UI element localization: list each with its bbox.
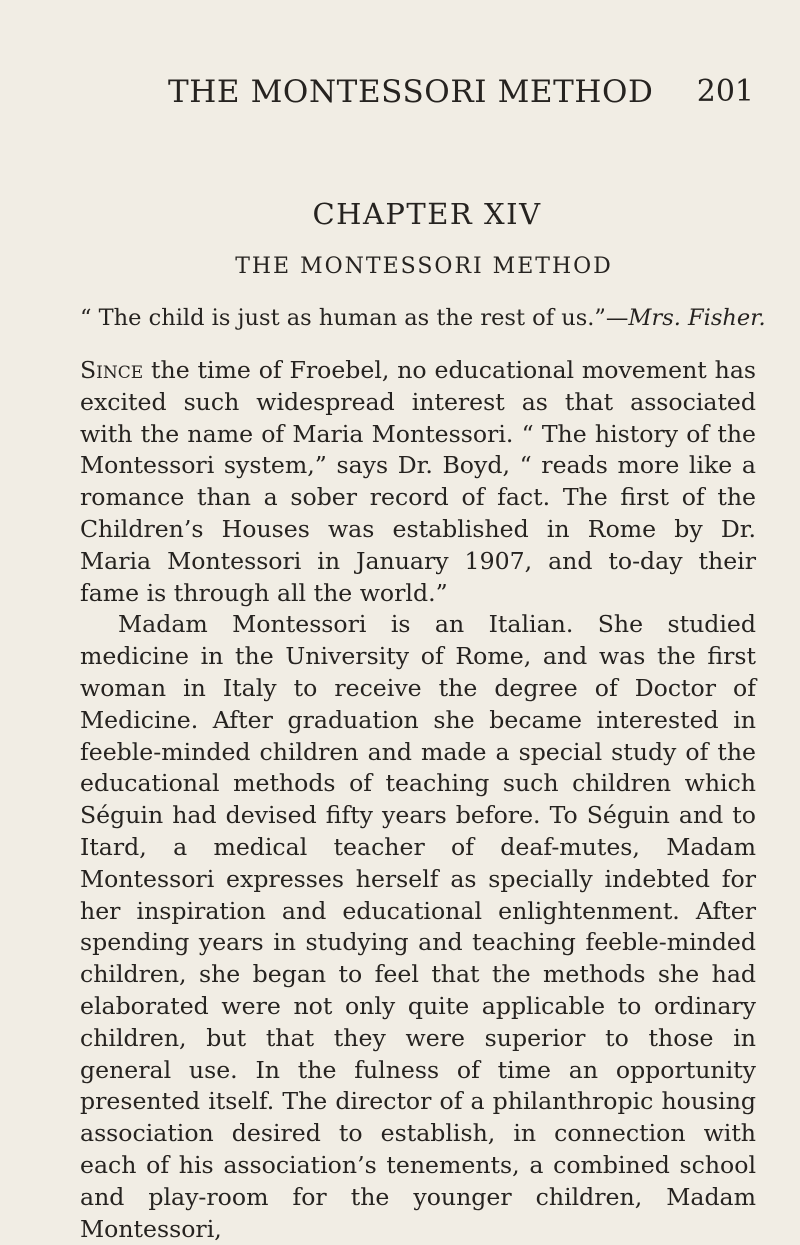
paragraph-1 — [80, 355, 756, 609]
running-title: THE MONTESSORI METHOD — [168, 74, 654, 110]
body-text — [80, 355, 756, 1245]
epigraph-attribution: Mrs. Fisher. — [628, 305, 766, 331]
epigraph-quote: “ The child is just as human as the rest of us.”— — [80, 305, 629, 331]
epigraph — [80, 303, 766, 333]
running-head — [0, 74, 800, 110]
chapter-heading: CHAPTER XIV — [312, 197, 542, 231]
paragraph-2 — [80, 609, 756, 1245]
paragraph-lead-word: Since — [80, 356, 144, 384]
paragraph-text: the time of Froebel, no educational movement has excited such widespread interest as that associated with the name of Maria Montessori. “ The history of the Montessori system,” says Dr. Boyd, “ reads more like a romance than a sober record of fact. The first of the Children’s Houses was established in Rome by Dr. Maria Montessori in January 1907, and to-day their fame is through all the world.” — [80, 356, 756, 607]
chapter-title: THE MONTESSORI METHOD — [235, 254, 613, 279]
paragraph-text: Madam Montessori is an Italian. She studied medicine in the University of Rome, and was the first woman in Italy to receive the degree of Doctor of Medicine. After graduation she became interested in feeble-minded children and made a special study of the educational methods of teaching such children which Séguin had devised fifty years before. To Séguin and to Itard, a medical teacher of deaf-mutes, Madam Montessori expresses herself as specially indebted for her inspiration and educational enlightenment. After spending years in studying and teaching feeble-minded children, she began to feel that the methods she had elaborated were not only quite applicable to ordinary children, but that they were superior to those in general use. In the fulness of time an opportunity presented itself. The director of a philanthropic housing association desired to establish, in connection with each of his association’s tenements, a combined school and play-room for the younger children, Madam Montessori, — [80, 610, 756, 1243]
page-number: 201 — [696, 74, 754, 109]
